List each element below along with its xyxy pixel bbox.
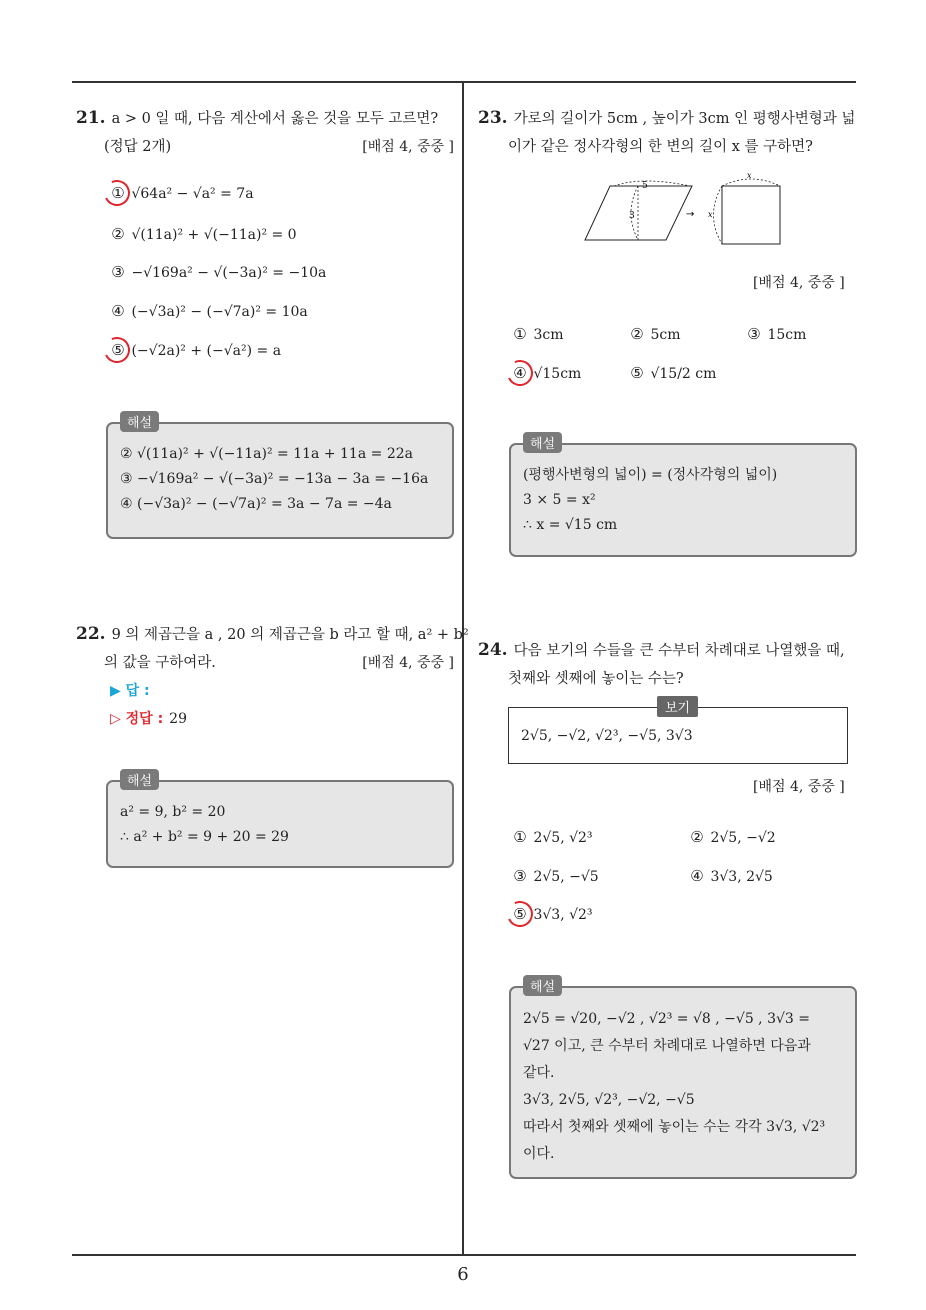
q21-option-2[interactable]: ② √(11a)² + √(−11a)² = 0: [111, 225, 297, 243]
top-rule: [72, 81, 856, 83]
question-text-2: 의 값을 구하여라.: [104, 655, 216, 671]
question-22: [76, 620, 469, 677]
question-21: [76, 104, 454, 161]
solution-line: ∴ x = √15 cm: [523, 517, 618, 533]
q23-option-4[interactable]: ④ √15cm: [513, 364, 582, 382]
selected-mark: [503, 897, 536, 930]
question-number: 21.: [76, 108, 106, 128]
bottom-rule: [72, 1254, 856, 1256]
question-text: 다음 보기의 수들을 큰 수부터 차례대로 나열했을 때,: [513, 643, 845, 659]
question-text: 가로의 길이가 5cm , 높이가 3cm 인 평행사변형과 넓: [513, 111, 856, 127]
q24-option-2[interactable]: ② 2√5, −√2: [690, 828, 776, 846]
solution-tag: 해설: [120, 769, 159, 790]
solution-line: ④ (−√3a)² − (−√7a)² = 3a − 7a = −4a: [120, 496, 392, 512]
q23-solution-box: [509, 437, 857, 557]
score-meta: [배점 4, 중중 ]: [362, 655, 454, 671]
solution-line: ③ −√169a² − √(−3a)² = −13a − 3a = −16a: [120, 471, 429, 487]
example-values: 2√5, −√2, √2³, −√5, 3√3: [521, 728, 693, 744]
question-text: 9 의 제곱근을 a , 20 의 제곱근을 b 라고 할 때, a² + b²: [111, 627, 469, 643]
q24-option-5[interactable]: ⑤ 3√3, √2³: [513, 905, 593, 923]
side-label-left: x: [708, 210, 713, 219]
width-label: 5: [642, 181, 648, 191]
page-number: 6: [457, 1264, 469, 1285]
score-meta: [배점 4, 중중 ]: [753, 275, 845, 291]
example-tag: 보기: [657, 696, 698, 717]
solution-tag: 해설: [523, 432, 562, 453]
parallelogram-square-figure: [580, 170, 820, 250]
q21-option-3[interactable]: ③ −√169a² − √(−3a)² = −10a: [111, 263, 327, 281]
question-24: [478, 636, 858, 693]
question-text-2: (정답 2개): [104, 139, 172, 155]
solution-line: 3√3, 2√5, √2³, −√2, −√5: [523, 1092, 695, 1108]
question-number: 23.: [478, 108, 508, 128]
question-text: a > 0 일 때, 다음 계산에서 옳은 것을 모두 고르면?: [111, 111, 439, 127]
q23-option-5[interactable]: ⑤ √15/2 cm: [630, 364, 717, 382]
solution-line: ∴ a² + b² = 9 + 20 = 29: [120, 829, 289, 845]
q21-option-4[interactable]: ④ (−√3a)² − (−√7a)² = 10a: [111, 302, 308, 320]
q24-solution-box: [509, 980, 857, 1179]
solution-line: 같다.: [523, 1065, 555, 1081]
q22-solution-box: [106, 774, 454, 868]
q21-option-5[interactable]: ⑤ (−√2a)² + (−√a²) = a: [111, 341, 282, 359]
q23-option-2[interactable]: ② 5cm: [630, 325, 681, 343]
solution-line: ② √(11a)² + √(−11a)² = 11a + 11a = 22a: [120, 446, 413, 462]
correct-answer: ▷ 정답 : 29: [110, 711, 187, 727]
solution-line: 2√5 = √20, −√2 , √2³ = √8 , −√5 , 3√3 =: [523, 1011, 810, 1027]
q24-option-3[interactable]: ③ 2√5, −√5: [513, 867, 599, 885]
solution-line: 이다.: [523, 1146, 555, 1162]
selected-mark: [503, 356, 536, 389]
solution-line: a² = 9, b² = 20: [120, 804, 226, 820]
score-meta: [배점 4, 중중 ]: [362, 139, 454, 155]
q23-option-1[interactable]: ① 3cm: [513, 325, 564, 343]
solution-tag: 해설: [523, 975, 562, 996]
question-number: 22.: [76, 624, 106, 644]
solution-tag: 해설: [120, 411, 159, 432]
arrow-glyph: →: [686, 209, 695, 220]
answer-label: ▶ 답 :: [110, 683, 150, 699]
q24-option-1[interactable]: ① 2√5, √2³: [513, 828, 593, 846]
selected-mark: [100, 333, 133, 366]
q21-option-1[interactable]: ① √64a² − √a² = 7a: [111, 184, 254, 202]
height-label: 3: [629, 211, 635, 221]
example-box: [508, 701, 848, 764]
question-23: [478, 104, 858, 161]
q23-option-3[interactable]: ③ 15cm: [747, 325, 807, 343]
question-text-2: 첫째와 셋째에 놓이는 수는?: [508, 671, 684, 687]
column-divider: [462, 82, 464, 1255]
selected-mark: [100, 176, 133, 209]
solution-line: √27 이고, 큰 수부터 차례대로 나열하면 다음과: [523, 1038, 811, 1054]
solution-line: 따라서 첫째와 셋째에 놓이는 수는 각각 3√3, √2³: [523, 1119, 826, 1135]
question-text-2: 이가 같은 정사각형의 한 변의 길이 x 를 구하면?: [508, 139, 813, 155]
solution-line: 3 × 5 = x²: [523, 492, 596, 508]
side-label-top: x: [747, 171, 752, 180]
q21-solution-box: [106, 416, 454, 539]
correct-answer-value: 29: [169, 711, 187, 727]
solution-line: (평행사변형의 넓이) = (정사각형의 넓이): [523, 467, 778, 483]
score-meta: [배점 4, 중중 ]: [753, 779, 845, 795]
q24-option-4[interactable]: ④ 3√3, 2√5: [690, 867, 773, 885]
question-number: 24.: [478, 640, 508, 660]
